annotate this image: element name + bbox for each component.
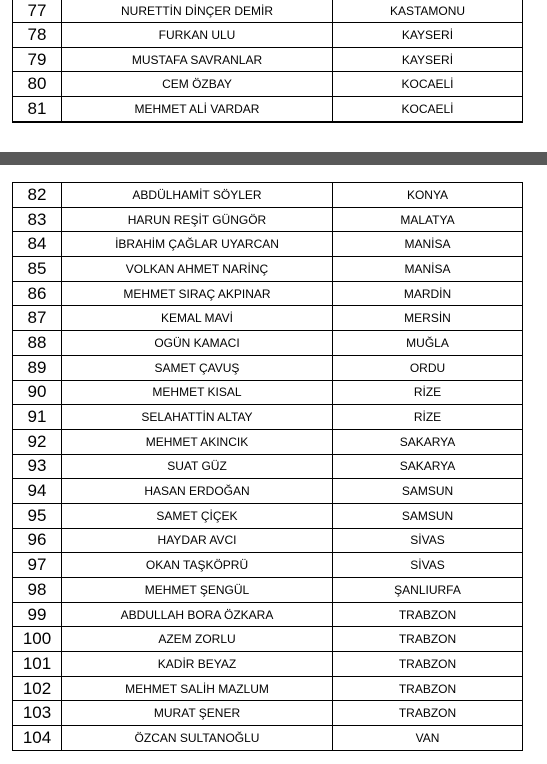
row-number: 83 bbox=[13, 207, 62, 232]
row-number: 81 bbox=[13, 97, 62, 122]
table-row bbox=[13, 652, 523, 677]
table-row bbox=[13, 528, 523, 553]
city-name: SAKARYA bbox=[333, 454, 523, 479]
table-row bbox=[13, 454, 523, 479]
person-name: KADİR BEYAZ bbox=[62, 652, 333, 677]
table-row bbox=[13, 726, 523, 751]
person-name: KEMAL MAVİ bbox=[62, 306, 333, 331]
person-name: FURKAN ULU bbox=[62, 23, 333, 48]
table-row bbox=[13, 183, 523, 208]
row-number: 100 bbox=[13, 627, 62, 652]
table-row bbox=[13, 503, 523, 528]
row-number: 93 bbox=[13, 454, 62, 479]
city-name: KOCAELİ bbox=[333, 97, 523, 122]
city-name: SİVAS bbox=[333, 553, 523, 578]
person-name: OGÜN KAMACI bbox=[62, 331, 333, 356]
row-number: 96 bbox=[13, 528, 62, 553]
row-number: 80 bbox=[13, 72, 62, 97]
city-name: MARDİN bbox=[333, 281, 523, 306]
person-name: ABDÜLHAMİT SÖYLER bbox=[62, 183, 333, 208]
row-number: 98 bbox=[13, 578, 62, 603]
city-name: KAYSERİ bbox=[333, 23, 523, 48]
city-name: TRABZON bbox=[333, 652, 523, 677]
city-name: SAMSUN bbox=[333, 503, 523, 528]
section-divider-bar bbox=[0, 152, 547, 165]
row-number: 92 bbox=[13, 429, 62, 454]
city-name: KONYA bbox=[333, 183, 523, 208]
row-number: 85 bbox=[13, 257, 62, 282]
row-number: 97 bbox=[13, 553, 62, 578]
row-number: 82 bbox=[13, 183, 62, 208]
row-number: 103 bbox=[13, 701, 62, 726]
row-number: 101 bbox=[13, 652, 62, 677]
person-name: NURETTİN DİNÇER DEMİR bbox=[62, 0, 333, 23]
person-name: OKAN TAŞKÖPRÜ bbox=[62, 553, 333, 578]
row-number: 99 bbox=[13, 602, 62, 627]
table-row bbox=[13, 97, 523, 122]
city-name: TRABZON bbox=[333, 701, 523, 726]
person-name: MEHMET ŞENGÜL bbox=[62, 578, 333, 603]
person-name: ABDULLAH BORA ÖZKARA bbox=[62, 602, 333, 627]
row-number: 88 bbox=[13, 331, 62, 356]
person-name: HAYDAR AVCI bbox=[62, 528, 333, 553]
person-name: MEHMET AKINCIK bbox=[62, 429, 333, 454]
person-name: MURAT ŞENER bbox=[62, 701, 333, 726]
row-number: 86 bbox=[13, 281, 62, 306]
person-name: HARUN REŞİT GÜNGÖR bbox=[62, 207, 333, 232]
table-row bbox=[13, 553, 523, 578]
city-name: MERSİN bbox=[333, 306, 523, 331]
person-name: VOLKAN AHMET NARİNÇ bbox=[62, 257, 333, 282]
row-number: 89 bbox=[13, 355, 62, 380]
table-row bbox=[13, 701, 523, 726]
city-name: KOCAELİ bbox=[333, 72, 523, 97]
person-name: AZEM ZORLU bbox=[62, 627, 333, 652]
table-row bbox=[13, 281, 523, 306]
table-row bbox=[13, 429, 523, 454]
table-row bbox=[13, 602, 523, 627]
candidate-table-top bbox=[12, 0, 523, 123]
table-row bbox=[13, 405, 523, 430]
row-number: 78 bbox=[13, 23, 62, 48]
city-name: MANİSA bbox=[333, 257, 523, 282]
candidate-table-bottom bbox=[12, 182, 523, 751]
city-name: TRABZON bbox=[333, 676, 523, 701]
person-name: ÖZCAN SULTANOĞLU bbox=[62, 726, 333, 751]
city-name: RİZE bbox=[333, 380, 523, 405]
table-row bbox=[13, 331, 523, 356]
table-row bbox=[13, 207, 523, 232]
row-number: 84 bbox=[13, 232, 62, 257]
city-name: KAYSERİ bbox=[333, 47, 523, 72]
row-number: 87 bbox=[13, 306, 62, 331]
table-row bbox=[13, 479, 523, 504]
city-name: ORDU bbox=[333, 355, 523, 380]
table-row bbox=[13, 627, 523, 652]
person-name: SAMET ÇAVUŞ bbox=[62, 355, 333, 380]
city-name: SAKARYA bbox=[333, 429, 523, 454]
city-name: SAMSUN bbox=[333, 479, 523, 504]
table-row bbox=[13, 23, 523, 48]
person-name: MEHMET SIRAÇ AKPINAR bbox=[62, 281, 333, 306]
city-name: RİZE bbox=[333, 405, 523, 430]
table-row bbox=[13, 257, 523, 282]
row-number: 79 bbox=[13, 47, 62, 72]
city-name: ŞANLIURFA bbox=[333, 578, 523, 603]
table-row bbox=[13, 0, 523, 23]
table-row bbox=[13, 72, 523, 97]
row-number: 91 bbox=[13, 405, 62, 430]
city-name: SİVAS bbox=[333, 528, 523, 553]
person-name: CEM ÖZBAY bbox=[62, 72, 333, 97]
table-row bbox=[13, 578, 523, 603]
person-name: İBRAHİM ÇAĞLAR UYARCAN bbox=[62, 232, 333, 257]
person-name: MUSTAFA SAVRANLAR bbox=[62, 47, 333, 72]
person-name: SELAHATTİN ALTAY bbox=[62, 405, 333, 430]
city-name: TRABZON bbox=[333, 602, 523, 627]
person-name: MEHMET KISAL bbox=[62, 380, 333, 405]
table-row bbox=[13, 676, 523, 701]
row-number: 77 bbox=[13, 0, 62, 23]
person-name: SUAT GÜZ bbox=[62, 454, 333, 479]
row-number: 104 bbox=[13, 726, 62, 751]
city-name: MANİSA bbox=[333, 232, 523, 257]
table-row bbox=[13, 306, 523, 331]
person-name: SAMET ÇİÇEK bbox=[62, 503, 333, 528]
person-name: MEHMET SALİH MAZLUM bbox=[62, 676, 333, 701]
person-name: HASAN ERDOĞAN bbox=[62, 479, 333, 504]
row-number: 90 bbox=[13, 380, 62, 405]
table-row bbox=[13, 47, 523, 72]
row-number: 95 bbox=[13, 503, 62, 528]
city-name: MUĞLA bbox=[333, 331, 523, 356]
city-name: TRABZON bbox=[333, 627, 523, 652]
city-name: VAN bbox=[333, 726, 523, 751]
city-name: MALATYA bbox=[333, 207, 523, 232]
table-row bbox=[13, 380, 523, 405]
city-name: KASTAMONU bbox=[333, 0, 523, 23]
table-row bbox=[13, 355, 523, 380]
person-name: MEHMET ALİ VARDAR bbox=[62, 97, 333, 122]
row-number: 102 bbox=[13, 676, 62, 701]
row-number: 94 bbox=[13, 479, 62, 504]
table-row bbox=[13, 232, 523, 257]
